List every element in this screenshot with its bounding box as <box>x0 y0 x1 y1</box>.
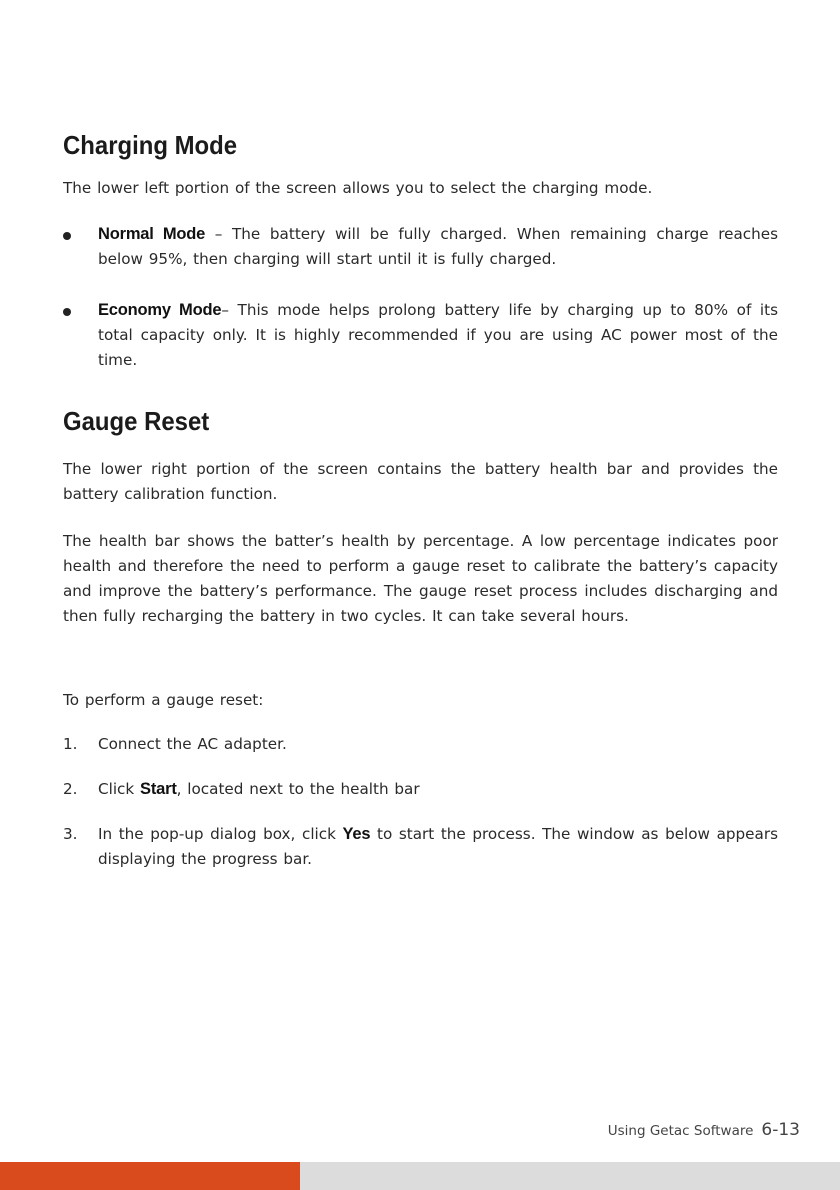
keyword-start: Start <box>140 780 177 798</box>
keyword-yes: Yes <box>342 825 371 843</box>
section-heading-gauge-reset: Gauge Reset <box>63 406 210 436</box>
footer-accent-bar <box>0 1162 300 1190</box>
step-number: 3. <box>63 825 78 843</box>
gauge-para-1: The lower right portion of the screen contains the battery health bar and provides the battery calibration function. <box>63 460 778 503</box>
bullet-text: – This mode helps prolong battery life by charging up to 80% of its total capacity only. It is highly recommended if you are using AC power most of the time. <box>98 301 778 369</box>
footer-page-number: 6-13 <box>761 1120 800 1140</box>
bullet-dot <box>63 232 71 240</box>
page-footer <box>608 1120 800 1140</box>
section-heading-charging-mode: Charging Mode <box>63 130 238 160</box>
gauge-para-2: The health bar shows the batter’s health by percentage. A low percentage indicates poor health and therefore the need to perform a gauge reset to calibrate the battery’s capacity and improve the battery’s performance. The gauge reset process includes discharging and then fully recharging the battery in two cycles. It can take several hours. <box>63 532 778 625</box>
term-normal-mode: Normal Mode <box>98 225 206 243</box>
footer-chapter: Using Getac Software <box>607 1123 754 1139</box>
bullet-text: – The battery will be fully charged. When remaining charge reaches below 95%, then charging will start until it is fully charged. <box>98 225 779 268</box>
footer-gray-bar <box>300 1162 840 1190</box>
term-economy-mode: Economy Mode <box>98 301 222 319</box>
steps-intro: To perform a gauge reset: <box>63 691 264 709</box>
step-number: 1. <box>63 735 78 753</box>
bullet-dot <box>63 308 71 316</box>
step-number: 2. <box>63 780 78 798</box>
charging-intro: The lower left portion of the screen allows you to select the charging mode. <box>63 179 653 197</box>
